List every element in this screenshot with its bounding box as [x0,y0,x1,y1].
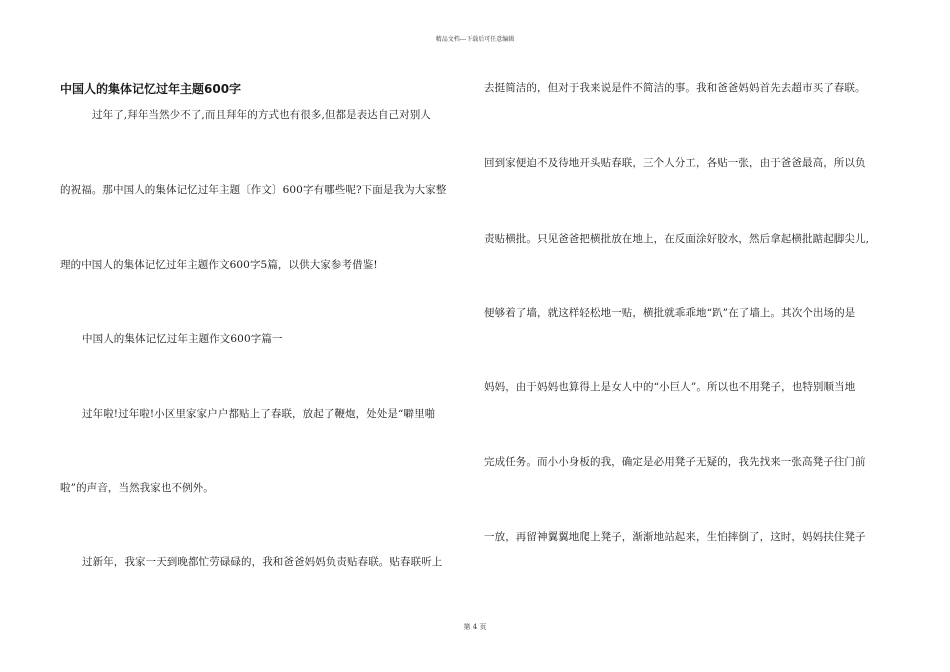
left-paragraph-line: 过年啦!过年啦!小区里家家户户都贴上了春联，放起了鞭炮，处处是“噼里啪 [82,408,436,420]
left-paragraph-line: 啦”的声音，当然我家也不例外。 [60,482,214,494]
right-paragraph-line: 一放，再留神翼翼地爬上凳子，渐渐地站起来，生怕摔倒了，这时，妈妈扶住凳子 [484,531,866,543]
right-paragraph-line: 去挺简洁的，但对于我来说是件不简洁的事。我和爸爸妈妈首先去超市买了春联。 [484,82,866,94]
left-paragraph-line: 过年了,拜年当然少不了,而且拜年的方式也有很多,但都是表达自己对别人 [92,109,431,121]
left-paragraph-line: 的祝福。那中国人的集体记忆过年主题〔作文〕600字有哪些呢?下面是我为大家整 [60,184,447,196]
left-paragraph-line: 理的中国人的集体记忆过年主题作文600字5篇，以供大家参考借鉴! [60,259,378,271]
right-paragraph-line: 责贴横批。只见爸爸把横批放在地上，在反面涂好胶水，然后拿起横批踮起脚尖儿, [484,233,870,245]
right-paragraph-line: 便够着了墙，就这样轻松地一贴，横批就乖乖地“趴”在了墙上。其次个出场的是 [484,307,856,319]
right-paragraph-line: 完成任务。而小小身板的我，确定是必用凳子无疑的，我先找来一张高凳子往门前 [484,456,866,468]
left-paragraph-line: 过新年，我家一天到晚都忙劳碌碌的，我和爸爸妈妈负责贴春联。贴春联听上 [82,556,443,568]
page-header: 精品文档---下载后可任意编辑 [435,36,515,43]
document-title: 中国人的集体记忆过年主题600字 [60,82,242,96]
page-number: 第 4 页 [463,623,487,631]
right-paragraph-line: 回到家便迫不及待地开头贴春联，三个人分工，各贴一张，由于爸爸最高，所以负 [484,157,866,169]
right-paragraph-line: 妈妈，由于妈妈也算得上是女人中的“小巨人”。所以也不用凳子，也特别顺当地 [484,381,856,393]
section-heading: 中国人的集体记忆过年主题作文600字篇一 [82,333,283,345]
